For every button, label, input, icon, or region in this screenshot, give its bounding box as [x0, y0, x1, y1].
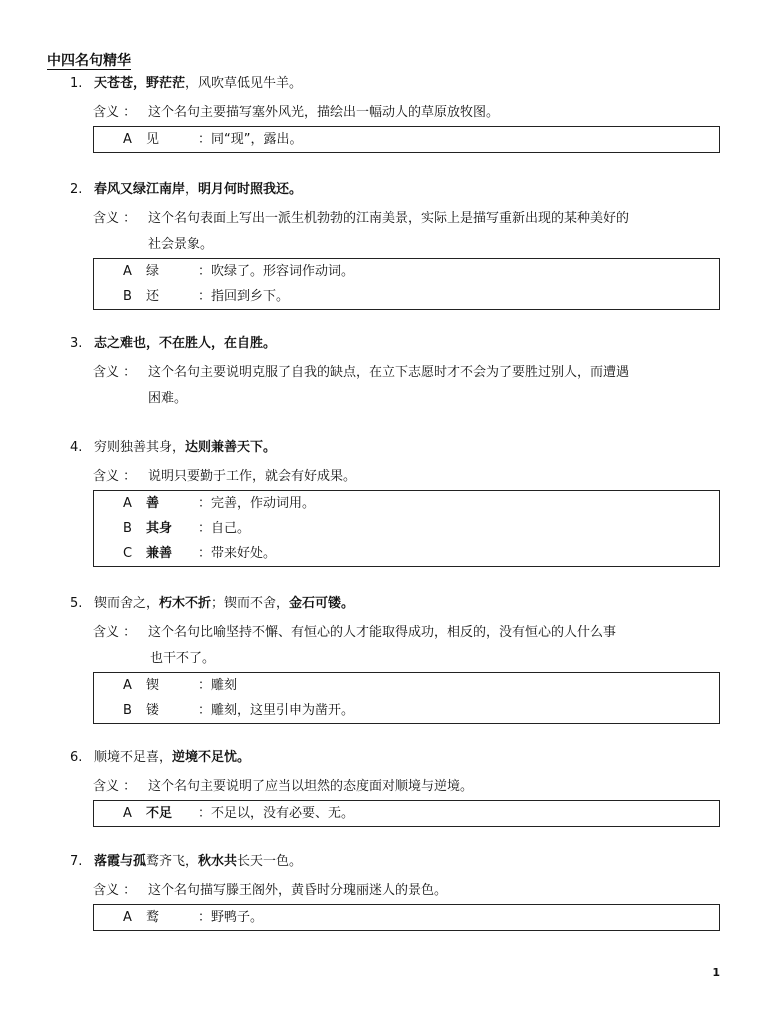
quote-text-segment: 达则兼善天下。 [185, 440, 277, 455]
gloss-row [94, 673, 719, 698]
gloss-definition: ：不足以，没有必要、无。 [198, 806, 355, 821]
meaning-label: 含义 ： [93, 365, 137, 380]
meaning-block [93, 206, 733, 258]
meaning-text: 也干不了。 [150, 651, 216, 666]
quote-text-segment: 明月何时照我还。 [198, 182, 303, 197]
gloss-row [94, 905, 719, 930]
meaning-block [93, 620, 733, 672]
gloss-key: B [123, 289, 132, 304]
quote-heading [70, 334, 276, 354]
gloss-box [93, 904, 720, 931]
quote-text-segment: 锲而舍之， [94, 596, 160, 611]
gloss-key: B [123, 703, 132, 718]
quote-text-segment: 朽木不折 [159, 596, 212, 611]
meaning-text: 说明只要勤于工作，就会有好成果。 [148, 469, 357, 484]
quote-heading [70, 74, 302, 94]
meaning-block [93, 878, 733, 904]
gloss-key: A [123, 132, 132, 147]
gloss-key: A [123, 806, 132, 821]
gloss-key: B [123, 521, 132, 536]
quote-heading [70, 438, 276, 458]
meaning-label: 含义 ： [93, 211, 137, 226]
meaning-label: 含义 ： [93, 883, 137, 898]
quote-text-segment: 逆境不足忧。 [172, 750, 251, 765]
meaning-block [93, 100, 733, 126]
quote-number: 6. [70, 750, 83, 765]
quote-text-segment: 鹜齐飞， [146, 854, 199, 869]
meaning-label: 含义 ： [93, 779, 137, 794]
quote-number: 1. [70, 76, 83, 91]
meaning-text: 这个名句比喻坚持不懈、有恒心的人才能取得成功，相反的，没有恒心的人什么事 [148, 625, 617, 640]
quote-text-segment: 穷则独善其身， [94, 440, 186, 455]
gloss-row [94, 491, 719, 516]
quote-text-segment: 秋水共 [198, 854, 238, 869]
gloss-word: 镂 [146, 703, 160, 718]
meaning-text: 这个名句描写滕王阁外，黄昏时分瑰丽迷人的景色。 [148, 883, 448, 898]
quote-heading [70, 852, 302, 872]
gloss-key: C [123, 546, 133, 561]
meaning-block [93, 464, 733, 490]
gloss-definition: ：野鸭子。 [198, 910, 264, 925]
gloss-key: A [123, 264, 132, 279]
quote-text-segment: ，风吹草低见牛羊。 [185, 76, 303, 91]
gloss-definition: ：指回到乡下。 [198, 289, 290, 304]
gloss-row [94, 698, 719, 723]
gloss-row [94, 259, 719, 284]
gloss-word: 还 [146, 289, 160, 304]
quote-text-segment: 金石可镂。 [289, 596, 355, 611]
meaning-block [93, 774, 733, 800]
meaning-text: 这个名句表面上写出一派生机勃勃的江南美景，实际上是描写重新出现的某种美好的 [148, 211, 630, 226]
gloss-definition: ：完善，作动词用。 [198, 496, 316, 511]
gloss-word: 锲 [146, 678, 160, 693]
gloss-definition: ：带来好处。 [198, 546, 277, 561]
meaning-label: 含义 ： [93, 105, 137, 120]
meaning-text: 社会景象。 [148, 237, 214, 252]
quote-number: 7. [70, 854, 83, 869]
quote-text-segment: 长天一色。 [237, 854, 303, 869]
gloss-definition: ：自己。 [198, 521, 251, 536]
gloss-row [94, 284, 719, 309]
gloss-box [93, 800, 720, 827]
quote-text-segment: 志之难也，不在胜人，在自胜。 [94, 336, 277, 351]
gloss-word: 鹜 [146, 910, 160, 925]
quote-text-segment: ， [185, 182, 199, 197]
gloss-word: 绿 [146, 264, 160, 279]
meaning-label: 含义 ： [93, 625, 137, 640]
meaning-text: 这个名句主要描写塞外风光，描绘出一幅动人的草原放牧图。 [148, 105, 500, 120]
gloss-word: 兼善 [146, 546, 173, 561]
gloss-row [94, 516, 719, 541]
quote-text-segment: ；锲而不舍， [211, 596, 290, 611]
quote-heading [70, 180, 302, 200]
gloss-definition: ：同“现”，露出。 [198, 132, 303, 147]
gloss-word: 不足 [146, 806, 173, 821]
page-title: 中四名句精华 [47, 53, 131, 69]
quote-number: 2. [70, 182, 83, 197]
gloss-key: A [123, 910, 132, 925]
gloss-row [94, 541, 719, 566]
quote-text-segment: 春风又绿江南岸 [94, 182, 186, 197]
quote-text-segment: 天苍苍，野茫茫 [94, 76, 186, 91]
gloss-key: A [123, 496, 132, 511]
gloss-key: A [123, 678, 132, 693]
meaning-text: 这个名句主要说明了应当以坦然的态度面对顺境与逆境。 [148, 779, 474, 794]
gloss-box [93, 258, 720, 310]
gloss-row [94, 801, 719, 826]
page-number: 1 [712, 966, 720, 979]
gloss-definition: ：吹绿了。形容词作动词。 [198, 264, 355, 279]
gloss-definition: ：雕刻 [198, 678, 238, 693]
gloss-box [93, 672, 720, 724]
gloss-word: 善 [146, 496, 160, 511]
meaning-block [93, 360, 733, 412]
gloss-word: 见 [146, 132, 160, 147]
quote-number: 5. [70, 596, 83, 611]
gloss-definition: ：雕刻，这里引申为凿开。 [198, 703, 355, 718]
quote-text-segment: 顺境不足喜， [94, 750, 173, 765]
quote-number: 4. [70, 440, 83, 455]
quote-number: 3. [70, 336, 83, 351]
gloss-box [93, 126, 720, 153]
gloss-row [94, 127, 719, 152]
gloss-box [93, 490, 720, 567]
quote-heading [70, 748, 250, 768]
quote-text-segment: 落霞与孤 [94, 854, 147, 869]
gloss-word: 其身 [146, 521, 173, 536]
meaning-label: 含义 ： [93, 469, 137, 484]
quote-heading [70, 594, 354, 614]
meaning-text: 困难。 [148, 391, 188, 406]
meaning-text: 这个名句主要说明克服了自我的缺点，在立下志愿时才不会为了要胜过别人，而遭遇 [148, 365, 630, 380]
